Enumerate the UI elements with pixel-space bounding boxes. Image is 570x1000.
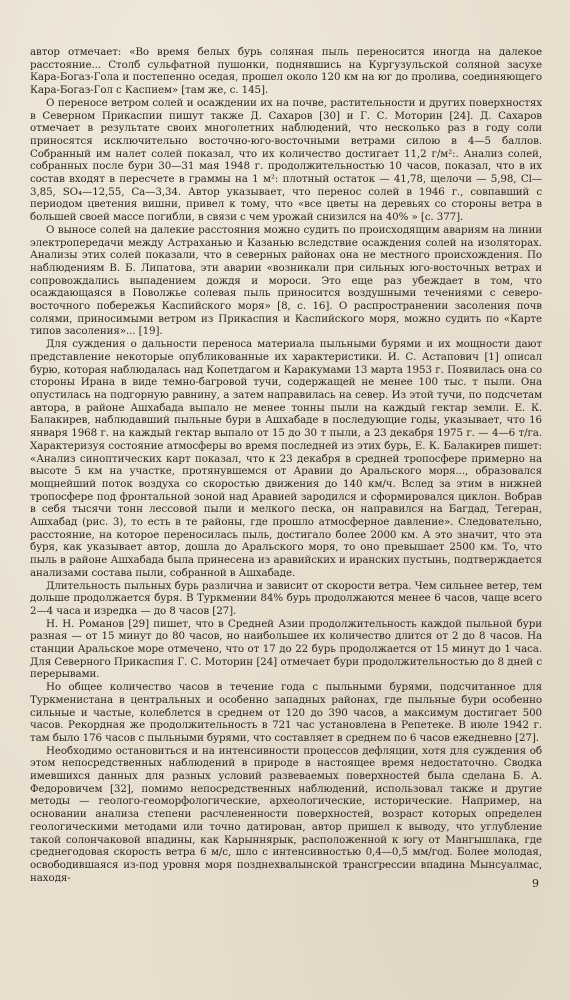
paragraph: Н. Н. Романов [29] пишет, что в Средней Азии продолжительность каждой пыльной бури разная — от 15 минут до 80 часов, но наибольшее их количество длится от 2 до 8 часов. На станции Аральское море отмечено, что от 17 до 22 бурь продолжается от 15 минут до 1 часа. Для Северного Прикаспия Г. С. Моторин [24] отмечает бури продолжительностью до 8 дней с перерывами. [30,617,542,681]
paragraph: О выносе солей на далекие расстояния можно судить по происходящим авариям на линии электропередачи между Астраханью и Казанью вследствие осаждения солей на изоляторах. Анализы этих солей показали, что в северных районах она не местного происхождения. По наблюдениям В. Б. Липатова, эти аварии «возникали при сильных юго-восточных ветрах и сопровождались выпадением дождя и мороси. Это еще раз убеждает в том, что осаждающаяся в Поволжье солевая пыль приносится воздушными течениями с северо-восточного побережья Каспийского моря» [8, с. 16]. О распространении засоления почв солями, приносимыми ветром из Прикаспия и Каспийского моря, можно судить по «Карте типов засоления»... [19]. [30,223,542,338]
paragraph: автор отмечает: «Во время белых бурь соляная пыль переносится иногда на далекое расстояние... Столб сульфатной пушонки, поднявшись на Кургузульской соляной засухе Кара-Богаз-Гола и постепенно оседая, прошел около 120 км на юг до пролива, соединяющего Кара-Богаз-Гол с Каспием» [там же, с. 145]. [30,46,542,97]
paragraph: О переносе ветром солей и осаждении их на почве, растительности и других поверхностях в Северном Прикаспии пишут также Д. Сахаров [30] и Г. С. Моторин [24]. Д. Сахаров отмечает в результате своих многолетних наблюдений, что несколько раз в году соли приносятся исключительно восточно-юго-восточными ветрами силою в 4—5 баллов. Собранный им налет солей показал, что их количество достигает 11,2 г/м²:. Анализ солей, собранных после бури 30—31 мая 1948 г. продолжительностью 10 часов, показал, что в их состав входят в пересчете в граммы на 1 м²: плотный остаток — 41,78, щелочи — 5,98, Cl—3,85, SO₄—12,55, Ca—3,34. Автор указывает, что перенос солей в 1946 г., совпавший с периодом цветения вишни, привел к тому, что «все цветы на деревьях со стороны ветра в большей своей массе погибли, в связи с чем урожай снизился на 40% » [с. 377]. [30,96,542,224]
paragraph: Для суждения о дальности переноса материала пыльными бурями и их мощности дают представление некоторые опубликованные их характеристики. И. С. Астапович [1] описал бурю, которая наблюдалась над Копетдагом и Каракумами 13 марта 1953 г. Появилась она со стороны Ирана в виде темно-багровой тучи, содержащей не менее 100 тыс. т пыли. Она опустилась на подгорную равнину, а затем направилась на север. Из этой тучи, по подсчетам автора, в районе Ашхабада выпало не менее тонны пыли на каждый гектар земли. Е. К. Балакирев, наблюдавший пыльные бури в Ашхабаде в последующие годы, указывает, что 16 января 1968 г. на каждый гектар выпало от 15 до 30 т пыли, а 23 декабря 1975 г. — 4—6 т/га. Характеризуя состояние атмосферы во время последней из этих бурь, Е. К. Балакирев пишет: «Анализ синоптических карт показал, что к 23 декабря в средней тропосфере примерно на высоте 5 км на участке, протянувшемся от Аравии до Аральского моря..., образовался мощнейший поток воздуха со скоростью движения до 140 км/ч. Вслед за этим в нижней тропосфере под фронтальной зоной над Аравией зародился и сформировался циклон. Вобрав в себя тысячи тонн лессовой пыли и мелкого песка, он направился на Багдад, Тегеран, Ашхабад (рис. 3), то есть в те районы, где прошло атмосферное давление». Следовательно, расстояние, на которое переносилась пыль, достигало более 2000 км. А это значит, что эта буря, как указывает автор, дошла до Аральского моря, то оно превышает 2500 км. То, что пыль в районе Ашхабада была принесена из аравийских и иранских пустынь, подтверждается анализами состава пыли, собранной в Ашхабаде. [30,338,542,579]
paragraph: Длительность пыльных бурь различна и зависит от скорости ветра. Чем сильнее ветер, тем дольше продолжается буря. В Туркмении 84% бурь продолжаются менее 6 часов, чаще всего 2—4 часа и изредка — до 8 часов [27]. [30,579,542,617]
paragraph: Но общее количество часов в течение года с пыльными бурями, подсчитанное для Туркменистана в центральных и особенно западных районах, где пыльные бури особенно сильные и частые, колеблется в среднем от 120 до 390 часов, а максимум достигает 500 часов. Рекордная же продолжительность в 721 час установлена в Репетеке. В июле 1942 г. там было 176 часов с пыльными бурями, что составляет в среднем по 6 часов ежедневно [27]. [30,681,542,744]
paragraph: Необходимо остановиться и на интенсивности процессов дефляции, хотя для суждения об этом непосредственных наблюдений в природе в настоящее время недостаточно. Сводка имевшихся данных для разных условий развеваемых поверхностей была сделана Б. А. Федоровичем [32], помимо непосредственных наблюдений, использовал также и другие методы — геолого-геоморфологические, археологические, исторические. Например, на основании анализа степени расчлененности поверхностей, возраст которых определен геологическими методами или точно датирован, автор пришел к выводу, что углубление такой солончаковой впадины, как Карыннярык, расположенной к югу от Мангышлака, где среднегодовая скорость ветра 6 м/с, шло с интенсивностью 0,4—0,5 мм/год. Более молодая, освободившаяся из-под уровня моря позднехвалынской трансгрессии впадина Мынсуалмас, находя- [30,744,542,884]
body-text [30,46,542,884]
page-number: 9 [532,877,539,890]
